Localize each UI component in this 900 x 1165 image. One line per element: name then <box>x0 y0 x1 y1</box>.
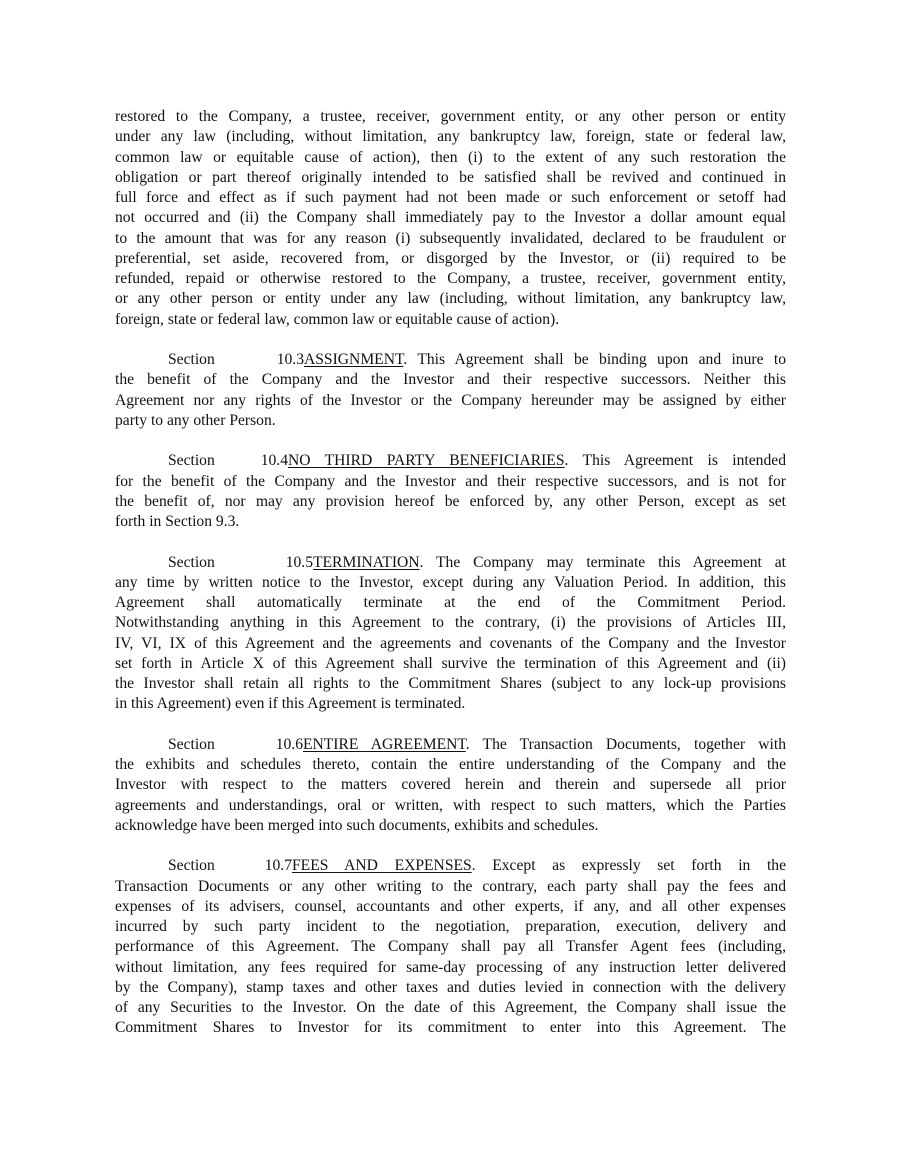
section-first-line <box>115 350 786 370</box>
text-line: performance of this Agreement. The Company shall pay all Transfer Agent fees (including, <box>115 938 786 956</box>
text-line: to the amount that was for any reason (i) subsequently invalidated, declared to be fraudulent or <box>115 229 786 247</box>
section-number: Section 10.3 <box>168 351 304 368</box>
section-10-5 <box>115 553 786 715</box>
text-line: Transaction Documents or any other writing to the contrary, each party shall pay the fees and <box>115 877 786 895</box>
section-number: Section 10.6 <box>168 735 303 753</box>
text-line: not occurred and (ii) the Company shall immediately pay to the Investor a dollar amount equal <box>115 209 786 227</box>
section-heading: ASSIGNMENT <box>304 351 404 368</box>
section-10-3 <box>115 350 786 431</box>
section-text: . Except as expressly set forth in the <box>471 857 786 875</box>
text-line: restored to the Company, a trustee, receiver, government entity, or any other person or entity <box>115 108 786 125</box>
text-line: set forth in Article X of this Agreement shall survive the termination of this Agreement and (ii) <box>115 654 786 672</box>
text-line: the benefit of the Company and the Investor and their respective successors. Neither this <box>115 371 786 389</box>
text-line: expenses of its advisers, counsel, accountants and other experts, if any, and all other expenses <box>115 897 786 915</box>
text-line: full force and effect as if such payment had not been made or such enforcement or setoff had <box>115 189 786 206</box>
text-line: Notwithstanding anything in this Agreement to the contrary, (i) the provisions of Articles III, <box>115 614 786 632</box>
section-10-7 <box>115 856 786 1038</box>
text-line: foreign, state or federal law, common law or equitable cause of action). <box>115 310 560 328</box>
text-line: preferential, set aside, recovered from, or disgorged by the Investor, or (ii) required to be <box>115 249 786 267</box>
text-line: acknowledge have been merged into such documents, exhibits and schedules. <box>115 816 599 834</box>
text-line: by the Company), stamp taxes and other taxes and duties levied in connection with the delivery <box>115 978 786 996</box>
section-heading: NO THIRD PARTY BENEFICIARIES <box>288 452 565 470</box>
text-line: party to any other Person. <box>115 411 276 429</box>
text-line: refunded, repaid or otherwise restored to the Company, a trustee, receiver, government entity, <box>115 270 786 287</box>
text-line: in this Agreement) even if this Agreement is terminated. <box>115 695 466 713</box>
text-line: under any law (including, without limitation, any bankruptcy law, foreign, state or federal law, <box>115 128 786 146</box>
section-number: Section 10.4 <box>168 452 288 470</box>
section-text: . The Company may terminate this Agreement at <box>419 553 786 571</box>
text-line: of any Securities to the Investor. On the date of this Agreement, the Company shall issue the <box>115 999 786 1016</box>
text-line: any time by written notice to the Investor, except during any Valuation Period. In addition, this <box>115 573 786 591</box>
section-number: Section 10.5 <box>168 553 313 571</box>
text-line: the benefit of, nor may any provision hereof be enforced by, any other Person, except as set <box>115 492 786 510</box>
section-first-line <box>115 451 786 471</box>
section-text: . The Transaction Documents, together with <box>465 735 786 753</box>
text-line: the Investor shall retain all rights to the Commitment Shares (subject to any lock-up provisions <box>115 675 786 692</box>
section-heading: ENTIRE AGREEMENT <box>303 735 466 753</box>
paragraph-continuation <box>115 107 786 330</box>
section-first-line <box>115 856 786 876</box>
text-line: Investor with respect to the matters covered herein and therein and supersede all prior <box>115 776 786 794</box>
text-line: agreements and understandings, oral or written, with respect to such matters, which the Parties <box>115 796 786 814</box>
section-10-4 <box>115 451 786 532</box>
section-heading: TERMINATION <box>313 553 420 571</box>
section-text: . This Agreement shall be binding upon and inure to <box>403 351 786 368</box>
text-line: for the benefit of the Company and the Investor and their respective successors, and is not for <box>115 472 786 490</box>
section-text: . This Agreement is intended <box>564 452 786 470</box>
text-line: obligation or part thereof originally intended to be satisfied shall be revived and continued in <box>115 168 786 186</box>
text-line: Agreement nor any rights of the Investor or the Company hereunder may be assigned by either <box>115 391 786 409</box>
text-line: without limitation, any fees required for same-day processing of any instruction letter delivered <box>115 958 786 976</box>
section-first-line <box>115 735 786 755</box>
section-number: Section 10.7 <box>168 857 292 875</box>
text-line: incurred by such party incident to the negotiation, preparation, execution, delivery and <box>115 918 786 935</box>
section-first-line <box>115 553 786 573</box>
text-line: Commitment Shares to Investor for its commitment to enter into this Agreement. The <box>115 1019 786 1037</box>
text-line: or any other person or entity under any law (including, without limitation, any bankruptcy law, <box>115 290 786 308</box>
text-line: forth in Section 9.3. <box>115 513 240 530</box>
text-line: Agreement shall automatically terminate at the end of the Commitment Period. <box>115 594 786 611</box>
document-page <box>115 107 786 1059</box>
text-line: common law or equitable cause of action), then (i) to the extent of any such restoration the <box>115 148 786 166</box>
text-line: the exhibits and schedules thereto, contain the entire understanding of the Company and the <box>115 756 786 773</box>
section-10-6 <box>115 735 786 836</box>
text-line: IV, VI, IX of this Agreement and the agreements and covenants of the Company and the Investor <box>115 634 786 652</box>
section-heading: FEES AND EXPENSES <box>292 857 472 875</box>
